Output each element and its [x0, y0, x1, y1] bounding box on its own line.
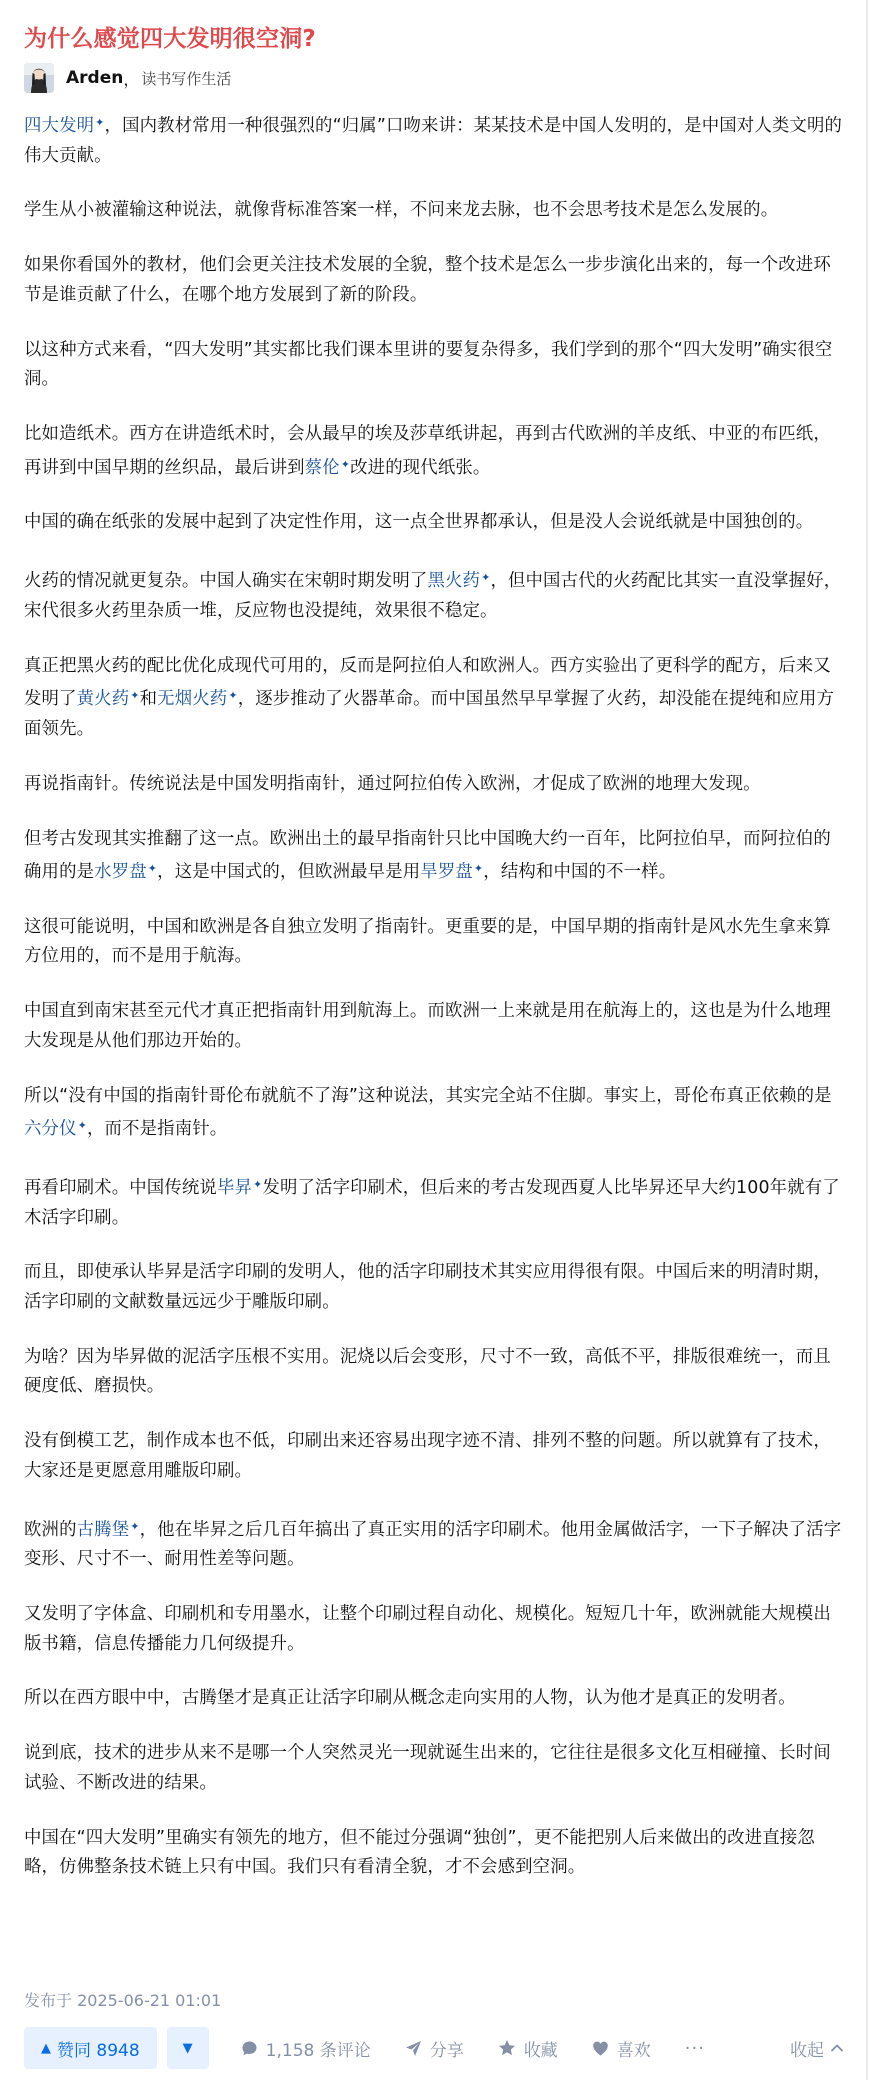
share-button[interactable]	[405, 2036, 464, 2061]
paragraph-text: 真正把黑火药的配比优化成现代可用的，反而是阿拉伯人和欧洲人。西方实验出了更科学的配方，后来又发明了	[24, 655, 831, 710]
inline-link[interactable]: 旱罗盘	[420, 862, 473, 883]
triangle-down-icon: ▼	[182, 2040, 193, 2056]
avatar[interactable]	[24, 63, 54, 93]
paragraph-text: 中国直到南宋甚至元代才真正把指南针用到航海上。而欧洲一上来就是用在航海上的，这也是为什么地理大发现是从他们那边开始的。	[24, 1001, 831, 1051]
paragraph-text: 没有倒模工艺，制作成本也不低，印刷出来还容易出现字迹不清、排列不整的问题。所以就算有了技术，大家还是更愿意用雕版印刷。	[24, 1431, 831, 1481]
upvote-button[interactable]	[24, 2027, 157, 2069]
paragraph	[24, 1739, 844, 1798]
paragraph-text: 说到底，技术的进步从来不是哪一个人突然灵光一现就诞生出来的，它往往是很多文化互相碰撞、长时间试验、不断改进的结果。	[24, 1743, 831, 1793]
paragraph	[24, 508, 844, 538]
paragraph	[24, 997, 844, 1056]
paragraph-text: 这很可能说明，中国和欧洲是各自独立发明了指南针。更重要的是，中国早期的指南针是风水先生拿来算方位用的，而不是用于航海。	[24, 916, 831, 967]
sparkle-icon: ✦	[340, 457, 351, 471]
paragraph-text: 所以“没有中国的指南针哥伦布就航不了海”这种说法，其实完全站不住脚。事实上，哥伦布真正依赖的是	[24, 1085, 832, 1106]
like-label: 喜欢	[616, 2040, 651, 2061]
paragraph	[24, 1082, 844, 1145]
paragraph-text: 和	[139, 689, 158, 710]
paragraph	[24, 1258, 844, 1317]
inline-link[interactable]: 六分仪	[24, 1119, 77, 1140]
paragraph	[24, 1512, 844, 1575]
paragraph-text: 改进的现代纸张。	[350, 457, 491, 478]
sparkle-icon: ✦	[147, 862, 158, 876]
inline-link[interactable]: 无烟火药	[157, 689, 228, 710]
star-icon	[498, 2039, 516, 2057]
paragraph-text: 再看印刷术。中国传统说	[24, 1178, 217, 1199]
upvote-label: 赞同 8948	[57, 2040, 140, 2061]
author-name[interactable]: Arden	[66, 68, 124, 88]
question-title[interactable]: 为什么感觉四大发明很空洞?	[24, 26, 316, 52]
paragraph-text: 火药的情况就更复杂。中国人确实在宋朝时期发明了	[24, 571, 428, 592]
paragraph	[24, 1427, 844, 1486]
paragraph-text: 中国的确在纸张的发展中起到了决定性作用，这一点全世界都承认，但是没人会说纸就是中国独创的。	[24, 512, 814, 533]
collapse-button[interactable]	[790, 2036, 844, 2061]
paragraph-text: ，结构和中国的不一样。	[483, 862, 677, 883]
favorite-label: 收藏	[523, 2040, 558, 2061]
paragraph	[24, 1343, 844, 1402]
like-button[interactable]	[592, 2036, 651, 2061]
paragraph-text: 所以在西方眼中中，古腾堡才是真正让活字印刷从概念走向实用的人物，认为他才是真正的发明者。	[24, 1688, 796, 1709]
inline-link[interactable]: 黄火药	[76, 689, 130, 710]
sparkle-icon: ✦	[481, 571, 491, 585]
paragraph	[24, 1684, 844, 1714]
heart-icon	[592, 2040, 609, 2057]
paragraph	[24, 1170, 844, 1233]
inline-link[interactable]: 四大发明	[24, 116, 95, 136]
paragraph-text: 再说指南针。传统说法是中国发明指南针，通过阿拉伯传入欧洲，才促成了欧洲的地理大发现。	[24, 773, 761, 794]
sparkle-icon: ✦	[130, 1519, 140, 1533]
paragraph	[24, 913, 844, 972]
paragraph	[24, 420, 844, 483]
comments-label: 1,158 条评论	[265, 2040, 371, 2061]
paragraph-text: ，而不是指南针。	[87, 1119, 228, 1140]
sparkle-icon: ✦	[228, 689, 238, 703]
inline-link[interactable]: 黑火药	[427, 571, 481, 592]
paragraph-text: 学生从小被灌输这种说法，就像背标准答案一样，不问来龙去脉，也不会思考技术是怎么发展的。	[24, 200, 779, 221]
paragraph-text: 如果你看国外的教材，他们会更关注技术发展的全貌，整个技术是怎么一步步演化出来的，每一个改进环节是谁贡献了什么，在哪个地方发展到了新的阶段。	[24, 255, 831, 305]
paragraph	[24, 563, 844, 626]
avatar-image-icon	[24, 63, 54, 93]
paragraph	[24, 825, 844, 888]
paragraph	[24, 1824, 844, 1883]
paragraph	[24, 770, 844, 800]
paragraph	[24, 196, 844, 226]
sparkle-icon: ✦	[77, 1119, 87, 1133]
paragraph-text: ，逐步推动了火器革命。而中国虽然早早掌握了火药，却没能在提纯和应用方面领先。	[24, 689, 835, 739]
paragraph-text: ，国内教材常用一种很强烈的“归属”口吻来讲：某某技术是中国人发明的，是中国对人类文明的伟大贡献。	[24, 116, 843, 166]
paragraph-text: 比如造纸术。西方在讲造纸术时，会从最早的埃及莎草纸讲起，再到古代欧洲的羊皮纸、中亚的布匹纸，再讲到中国早期的丝织品，最后讲到	[24, 424, 831, 478]
sparkle-icon: ✦	[473, 862, 484, 876]
paragraph-text: 但考古发现其实推翻了这一点。欧洲出土的最早指南针只比中国晚大约一百年，比阿拉伯早，而阿拉伯的确用的是	[24, 828, 831, 883]
paragraph-text: 为啥？因为毕昇做的泥活字压根不实用。泥烧以后会变形，尺寸不一致，高低不平，排版很难统一，而且硬度低、磨损快。	[24, 1346, 831, 1397]
inline-link[interactable]: 蔡伦	[304, 457, 340, 478]
sparkle-icon: ✦	[253, 1178, 263, 1192]
paragraph	[24, 108, 844, 171]
author-separator: ，	[123, 69, 140, 89]
comment-icon	[241, 2040, 258, 2057]
paragraph-text: 又发明了字体盒、印刷机和专用墨水，让整个印刷过程自动化、规模化。短短几十年，欧洲就能大规模出版书籍，信息传播能力几何级提升。	[24, 1604, 831, 1654]
collapse-label: 收起	[790, 2040, 824, 2061]
paragraph	[24, 1600, 844, 1659]
paragraph-text: 以这种方式来看，“四大发明”其实都比我们课本里讲的要复杂得多，我们学到的那个“四大发明”确实很空洞。	[24, 339, 833, 390]
triangle-up-icon: ▲	[41, 2040, 51, 2056]
paper-plane-icon	[405, 2040, 422, 2057]
paragraph	[24, 652, 844, 745]
action-bar	[24, 2027, 844, 2069]
inline-link[interactable]: 水罗盘	[94, 862, 147, 883]
paragraph	[24, 251, 844, 310]
paragraph-text: ，但中国古代的火药配比其实一直没掌握好，宋代很多火药里杂质一堆，反应物也没提纯，效果很不稳定。	[24, 571, 842, 621]
paragraph-text: 中国在“四大发明”里确实有领先的地方，但不能过分强调“独创”，更不能把别人后来做出的改进直接忽略，仿佛整条技术链上只有中国。我们只有看清全貌，才不会感到空洞。	[24, 1827, 815, 1878]
inline-link[interactable]: 毕昇	[216, 1178, 253, 1199]
paragraph-text: 发明了活字印刷术，但后来的考古发现西夏人比毕昇还早大约100年就有了木活字印刷。	[24, 1178, 840, 1228]
more-options-button[interactable]: ···	[684, 2037, 705, 2059]
downvote-button[interactable]	[167, 2027, 209, 2069]
chevron-up-icon	[830, 2041, 844, 2055]
sparkle-icon: ✦	[130, 689, 140, 703]
author-info	[24, 63, 231, 93]
favorite-button[interactable]	[498, 2036, 558, 2061]
inline-link[interactable]: 古腾堡	[76, 1519, 130, 1540]
author-bio: 读书写作生活	[141, 69, 232, 88]
answer-content	[24, 108, 844, 1908]
sparkle-icon: ✦	[95, 116, 105, 129]
paragraph	[24, 336, 844, 395]
paragraph-text: ，他在毕昇之后几百年搞出了真正实用的活字印刷术。他用金属做活字，一下子解决了活字变形、尺寸不一、耐用性差等问题。	[24, 1519, 842, 1570]
paragraph-text: 而且，即使承认毕昇是活字印刷的发明人，他的活字印刷技术其实应用得很有限。中国后来的明清时期，活字印刷的文献数量远远少于雕版印刷。	[24, 1262, 831, 1312]
publish-time: 发布于 2025-06-21 01:01	[24, 1991, 222, 2010]
comments-button[interactable]	[241, 2036, 371, 2061]
paragraph-text: ，这是中国式的，但欧洲最早是用	[157, 862, 421, 883]
share-label: 分享	[429, 2040, 464, 2061]
paragraph-text: 欧洲的	[24, 1519, 77, 1540]
